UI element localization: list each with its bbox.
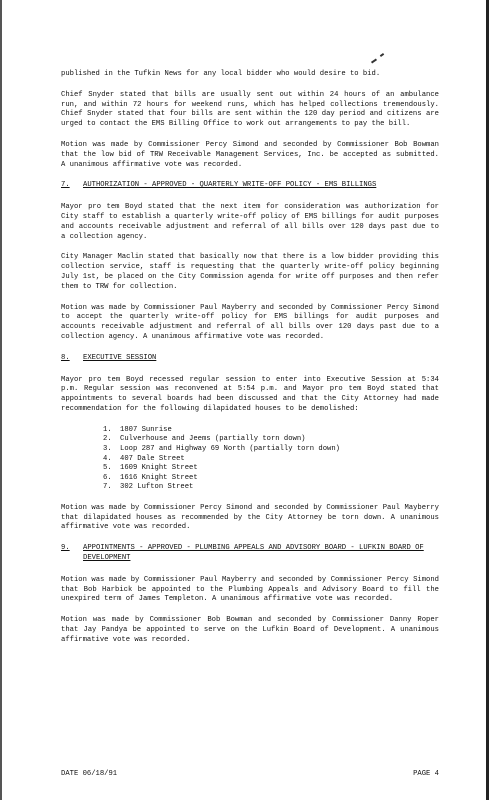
scan-edge-left <box>0 0 2 800</box>
paragraph: Motion was made by Commissioner Paul Mayberry and seconded by Commissioner Percy Simond to accept the quarterly write-off policy for EMS billings for audit purposes and accounts receivable adjustment and referral of all bills over 120 days past due to a collection agency. A unanimous affirmative vote was recorded. <box>61 303 439 341</box>
paragraph: City Manager Maclin stated that basically now that there is a low bidder providing this collection service, staff is requesting that the quarterly write-off policy beginning July 1st, be placed on the City Commission agenda for write off purposes and then refer them to TRW for collection. <box>61 253 439 291</box>
list-number: 1. <box>103 425 112 434</box>
list-item <box>103 426 439 436</box>
page-footer <box>61 770 439 780</box>
paragraph: Mayor pro tem Boyd recessed regular session to enter into Executive Session at 5:34 p.m. Regular session was reconvened at 5:54 p.m. and Mayor pro tem Boyd stated that appointments to several boards had been discussed and that the City Attorney had made recommendation for the following dilapidated houses to be demolished: <box>61 375 439 413</box>
house-address: Loop 287 and Highway 69 North (partially torn down) <box>120 444 340 453</box>
paragraph: Mayor pro tem Boyd stated that the next item for consideration was authorization for City staff to establish a quarterly write-off policy of EMS billings for audit purposes and accounts receivable adjustment and referral of all bills over 120 days past due to a collection agency. <box>61 203 439 241</box>
list-item <box>103 455 439 465</box>
paragraph: published in the Tufkin News for any local bidder who would desire to bid. <box>61 70 381 78</box>
paragraph: Motion was made by Commissioner Percy Simond and seconded by Commissioner Bob Bowman that the low bid of TRW Receivable Management Services, Inc. be accepted as submitted. A unanimous affirmative vote was recorded. <box>61 140 439 169</box>
section-number: 8. <box>61 353 70 362</box>
house-address: 1616 Knight Street <box>120 473 198 482</box>
section-heading <box>61 181 439 191</box>
section-number: 9. <box>61 544 70 553</box>
house-address: 407 Dale Street <box>120 454 185 463</box>
paragraph: Motion was made by Commissioner Percy Simond and seconded by Commissioner Paul Mayberry that dilapidated houses as recommended by the City Attorney be torn down. A unanimous affirmative vote was recorded. <box>61 503 439 532</box>
list-number: 2. <box>103 435 112 444</box>
list-item <box>103 474 439 484</box>
footer-date: DATE 06/18/91 <box>61 770 118 778</box>
list-number: 6. <box>103 473 112 482</box>
list-item <box>103 464 439 474</box>
list-item <box>103 445 439 455</box>
list-number: 5. <box>103 464 112 473</box>
list-number: 7. <box>103 483 112 492</box>
section-title: AUTHORIZATION - APPROVED - QUARTERLY WRITE-OFF POLICY - EMS BILLINGS <box>83 181 377 190</box>
footer-page-number: PAGE 4 <box>413 770 439 778</box>
section-number: 7. <box>61 181 70 190</box>
section-heading <box>61 354 439 364</box>
house-address: 1807 Sunrise <box>120 425 172 434</box>
house-address: 302 Lufton Street <box>120 483 194 492</box>
list-item <box>103 435 439 445</box>
section-title: EXECUTIVE SESSION <box>83 353 157 362</box>
paragraph: Motion was made by Commissioner Paul Mayberry and seconded by Commissioner Percy Simond that Bob Harbick be appointed to the Plumbing Appeals and Advisory Board to fill the unexpired term of James Templeton. A unanimous affirmative vote was recorded. <box>61 575 439 604</box>
list-item <box>103 483 439 493</box>
house-list <box>61 426 439 493</box>
section-title: APPOINTMENTS - APPROVED - PLUMBING APPEALS AND ADVISORY BOARD - LUFKIN BOARD OF DEVELOPMENT <box>83 544 424 563</box>
scan-speck <box>380 53 384 57</box>
list-number: 4. <box>103 454 112 463</box>
house-address: Culverhouse and Jeems (partially torn down) <box>120 435 306 444</box>
section-heading <box>61 544 439 564</box>
paragraph: Motion was made by Commissioner Bob Bowman and seconded by Commissioner Danny Roper that Jay Pandya be appointed to serve on the Lufkin Board of Development. A unanimous affirmative vote was recorded. <box>61 616 439 644</box>
paragraph: Chief Snyder stated that bills are usually sent out within 24 hours of an ambulance run, and within 72 hours for weekend runs, which has helped collections tremendously. Chief Snyder stated that four bills are sent within the 120 day period and citizens are urged to contact the EMS Billing Office to work out arrangements to pay the bill. <box>61 90 439 129</box>
list-number: 3. <box>103 444 112 453</box>
house-address: 1609 Knight Street <box>120 464 198 473</box>
scan-speck <box>371 58 377 63</box>
